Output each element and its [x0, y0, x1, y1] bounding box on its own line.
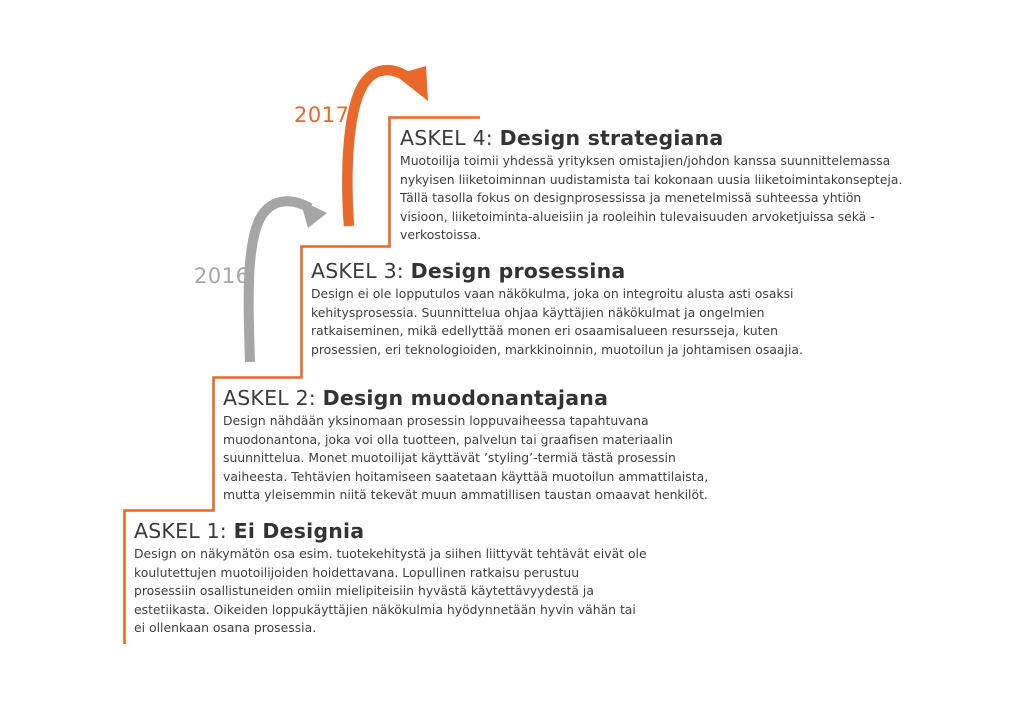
- step-4: [400, 126, 902, 245]
- step-4-description: Muotoilija toimii yhdessä yrityksen omistajien/johdon kanssa suunnittelemassa nykyisen liiketoiminnan uudistamista tai kokonaan uusia liiketoimintakonsepteja. Tällä tasolla fokus on designprosessissa ja menetelmissä suhteessa yhtiön visioon, liiketoiminta-alueisiin ja rooleihin tulevaisuuden arvoketjuissa sekä - verkostoissa.: [400, 153, 903, 243]
- step-4-title: ASKEL 4: Design strategiana: [400, 126, 724, 150]
- step-3: [311, 259, 803, 359]
- year-label-2017: 2017: [294, 103, 350, 127]
- step-2: [223, 386, 708, 505]
- year-label-2016: 2016: [194, 264, 250, 288]
- step-1-description: Design on näkymätön osa esim. tuotekehitystä ja siihen liittyvät tehtävät eivät ole koulutettujen muotoilijoiden hoidettavana. Lopullinen ratkaisu perustuu prosessiin osallistuneiden omiin mielipiteisiin hyvästä käytettävyydestä ja estetiikasta. Oikeiden loppukäyttäjien näkökulmia hyödynnetään hyvin vähän tai ei ollenkaan osana prosessia.: [134, 546, 647, 636]
- step-2-title: ASKEL 2: Design muodonantajana: [223, 386, 609, 410]
- step-2-description: Design nähdään yksinomaan prosessin loppuvaiheessa tapahtuvana muodonantona, joka voi olla tuotteen, palvelun tai graafisen materiaalin suunnittelua. Monet muotoilijat käyttävät ’styling’-termiä tästä prosessin vaiheesta. Tehtävien hoitamiseen saatetaan käyttää muotoilun ammattilaista, mutta yleisemmin niitä tekevät muun ammatillisen taustan omaavat henkilöt.: [223, 413, 709, 503]
- step-3-description: Design ei ole lopputulos vaan näkökulma, joka on integroitu alusta asti osaksi kehitysprosessia. Suunnittelua ohjaa käyttäjien näkökulmat ja ongelmien ratkaiseminen, mikä edellyttää monen eri osaamisalueen resursseja, kuten prosessien, eri teknologioiden, markkinoinnin, muotoilun ja johtamisen osaajia.: [311, 286, 803, 357]
- step-1: [134, 519, 647, 638]
- step-1-title: ASKEL 1: Ei Designia: [134, 519, 365, 543]
- step-3-title: ASKEL 3: Design prosessina: [311, 259, 626, 283]
